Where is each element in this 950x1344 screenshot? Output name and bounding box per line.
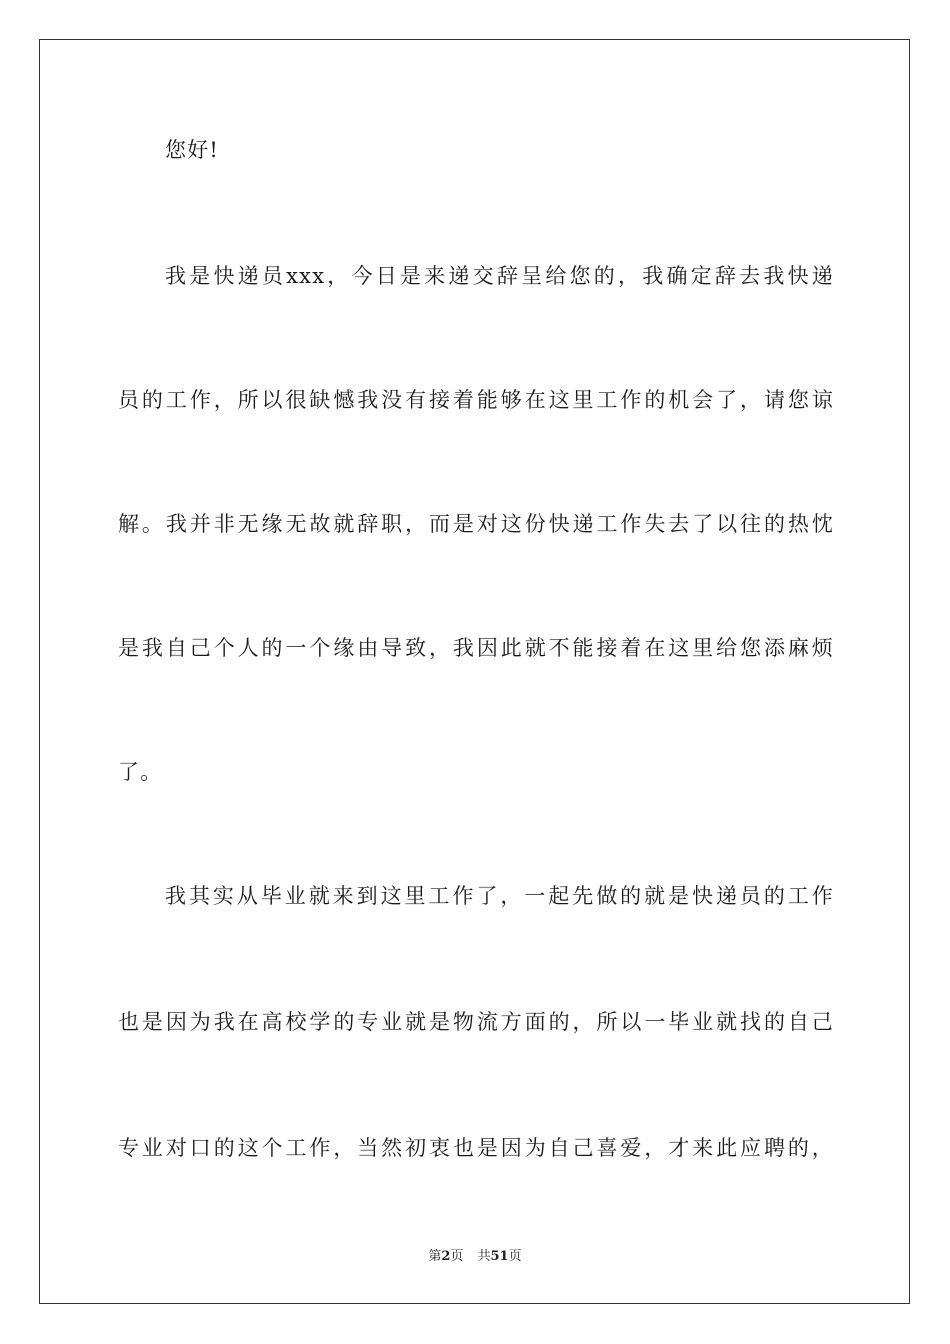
page-footer — [0, 1248, 950, 1266]
page-prefix: 第 — [428, 1249, 442, 1264]
paragraph-line-8: 专业对口的这个工作，当然初衷也是因为自己喜爱，才来此应聘的， — [118, 1136, 834, 1160]
total-suffix: 页 — [508, 1249, 522, 1264]
total-prefix: 共 — [477, 1249, 491, 1264]
page-total: 51 — [490, 1249, 509, 1264]
paragraph-line-1: 我是快递员xxx，今日是来递交辞呈给您的，我确定辞去我快递 — [165, 264, 834, 288]
paragraph-line-5: 了。 — [118, 760, 163, 784]
paragraph-line-2: 员的工作，所以很缺憾我没有接着能够在这里工作的机会了，请您谅 — [118, 388, 834, 412]
greeting: 您好! — [165, 138, 220, 162]
paragraph-line-3: 解。我并非无缘无故就辞职，而是对这份快递工作失去了以往的热忱 — [118, 512, 834, 536]
paragraph-line-7: 也是因为我在高校学的专业就是物流方面的，所以一毕业就找的自己 — [118, 1010, 834, 1034]
paragraph-line-4: 是我自己个人的一个缘由导致，我因此就不能接着在这里给您添麻烦 — [118, 636, 834, 660]
page-suffix: 页 — [450, 1249, 464, 1264]
page-current: 2 — [441, 1249, 451, 1264]
page-border — [39, 39, 910, 1304]
paragraph-line-6: 我其实从毕业就来到这里工作了，一起先做的就是快递员的工作 — [165, 884, 834, 908]
